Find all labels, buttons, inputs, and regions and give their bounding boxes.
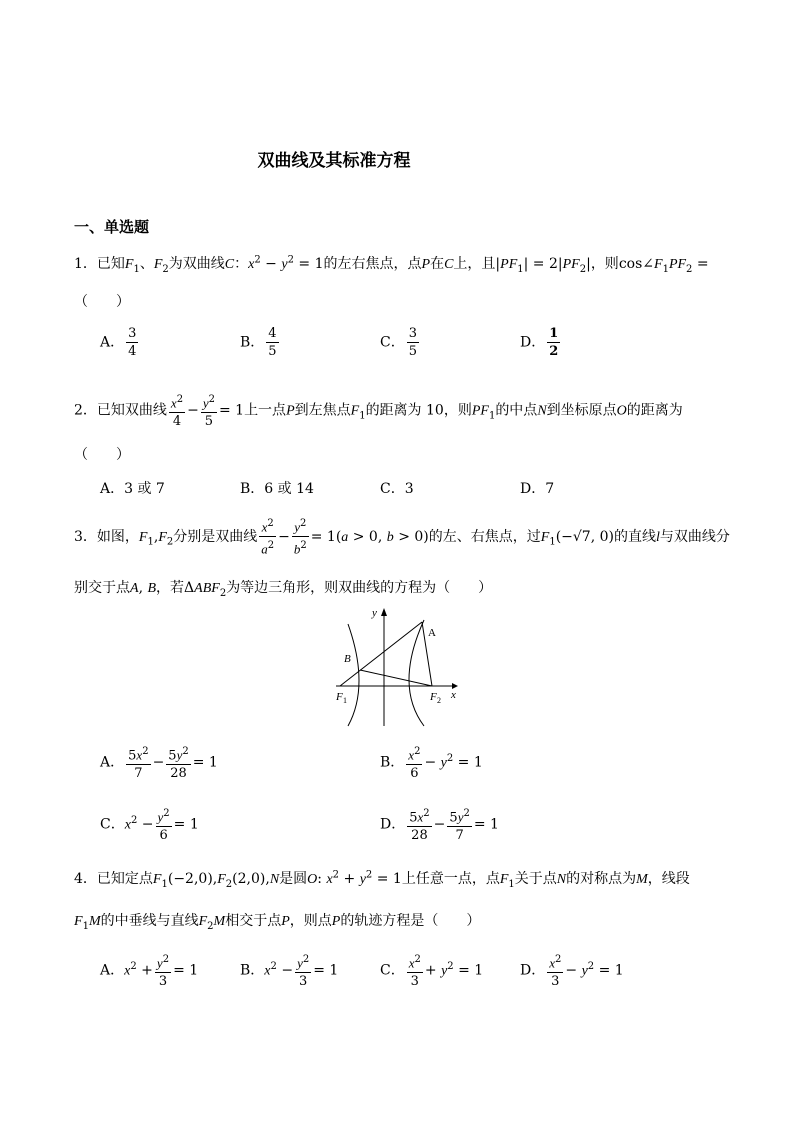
page-title: 双曲线及其标准方程	[257, 151, 411, 171]
label-a: A	[428, 627, 436, 639]
question-4-stem-line1: 4．已知定点$F_1(-2,0),F_2(2,0),N$是圆O: $x^2 + y^2 = 1$上任意一点，点$F_1$关于点N的对称点为M，线段	[74, 869, 690, 890]
question-3-stem-line2: 别交于点A, B，若$\Delta ABF_2$为等边三角形，则双曲线的方程为（ ）	[74, 580, 493, 599]
q4-option-b: B．$x^2$ − $\frac{y^2}{3}$ = 1	[240, 954, 339, 990]
label-f2-sub: 2	[437, 696, 441, 705]
label-x: x	[451, 689, 456, 701]
q4-option-d: D． $\frac{x^2}{3}$ − $y^2 = 1$	[520, 954, 624, 990]
q1-option-d: D． $\frac{1}{2}$	[520, 326, 559, 359]
q3-option-b: B． $\frac{x^2}{6}$ − $y^2 = 1$	[380, 746, 483, 782]
q2-option-b: B．6 或 14	[240, 481, 314, 497]
hyperbola-right-branch	[409, 620, 424, 726]
label-f2: F	[430, 691, 437, 703]
label-f1-sub: 1	[343, 696, 347, 705]
section-heading: 一、单选题	[74, 218, 150, 236]
label-b: B	[344, 653, 351, 665]
q2-option-a: A．3 或 7	[100, 481, 165, 497]
q1-option-c: C． $\frac{3}{5}$	[380, 326, 417, 359]
hyperbola-figure	[328, 602, 468, 730]
q3-option-d: D． $\frac{5x^2}{28}$ − $\frac{5y^2}{7}$ = 1	[380, 808, 499, 844]
q4-option-a: A．$x^2$ + $\frac{y^2}{3}$ = 1	[100, 954, 199, 990]
question-2-stem: 2．已知双曲线 $\frac{x^2}{4}$ − $\frac{y^2}{5}$ = 1上一点P到左焦点$F_1$的距离为 10，则$PF_1$的中点N到坐标原点O的距离为	[74, 394, 683, 430]
q1-option-b: B． $\frac{4}{5}$	[240, 326, 277, 359]
question-1-blank: （ ）	[74, 294, 130, 310]
q1-option-a: A． $\frac{3}{4}$	[100, 326, 137, 359]
label-y: y	[372, 607, 377, 619]
label-f1: F	[336, 691, 343, 703]
question-2-blank: （ ）	[74, 447, 130, 463]
question-3-stem-line1: 3．如图，$F_1,F_2$分别是双曲线 $\frac{x^2}{a^2}$ − $\frac{y^2}{b^2}$ = 1(a > 0, b > 0)的左、右焦点，过$F_1(-√7$, 0)的直线l与双曲线分	[74, 518, 730, 557]
question-4-stem-line2: $F_1M$的中垂线与直线$F_2M$相交于点P，则点P的轨迹方程是（ ）	[74, 913, 481, 932]
question-1-stem: 1．已知$F_1$、$F_2$为双曲线C：$x^2 - y^2 = 1$的左右焦点，点P在C上，且$|PF_1| = 2|PF_2|$，则$\cos\angle F_1PF_2$ =	[74, 254, 709, 275]
q3-option-c: C．$x^2$ − $\frac{y^2}{6}$ = 1	[100, 808, 199, 844]
q4-option-c: C． $\frac{x^2}{3}$ + $y^2 = 1$	[380, 954, 484, 990]
q2-option-c: C．3	[380, 481, 414, 497]
y-axis-arrow	[381, 608, 387, 616]
q3-option-a: A． $\frac{5x^2}{7}$ − $\frac{5y^2}{28}$ = 1	[100, 746, 218, 782]
q2-option-d: D．7	[520, 481, 555, 497]
segment-bf2	[360, 670, 432, 686]
line-l	[340, 622, 422, 686]
